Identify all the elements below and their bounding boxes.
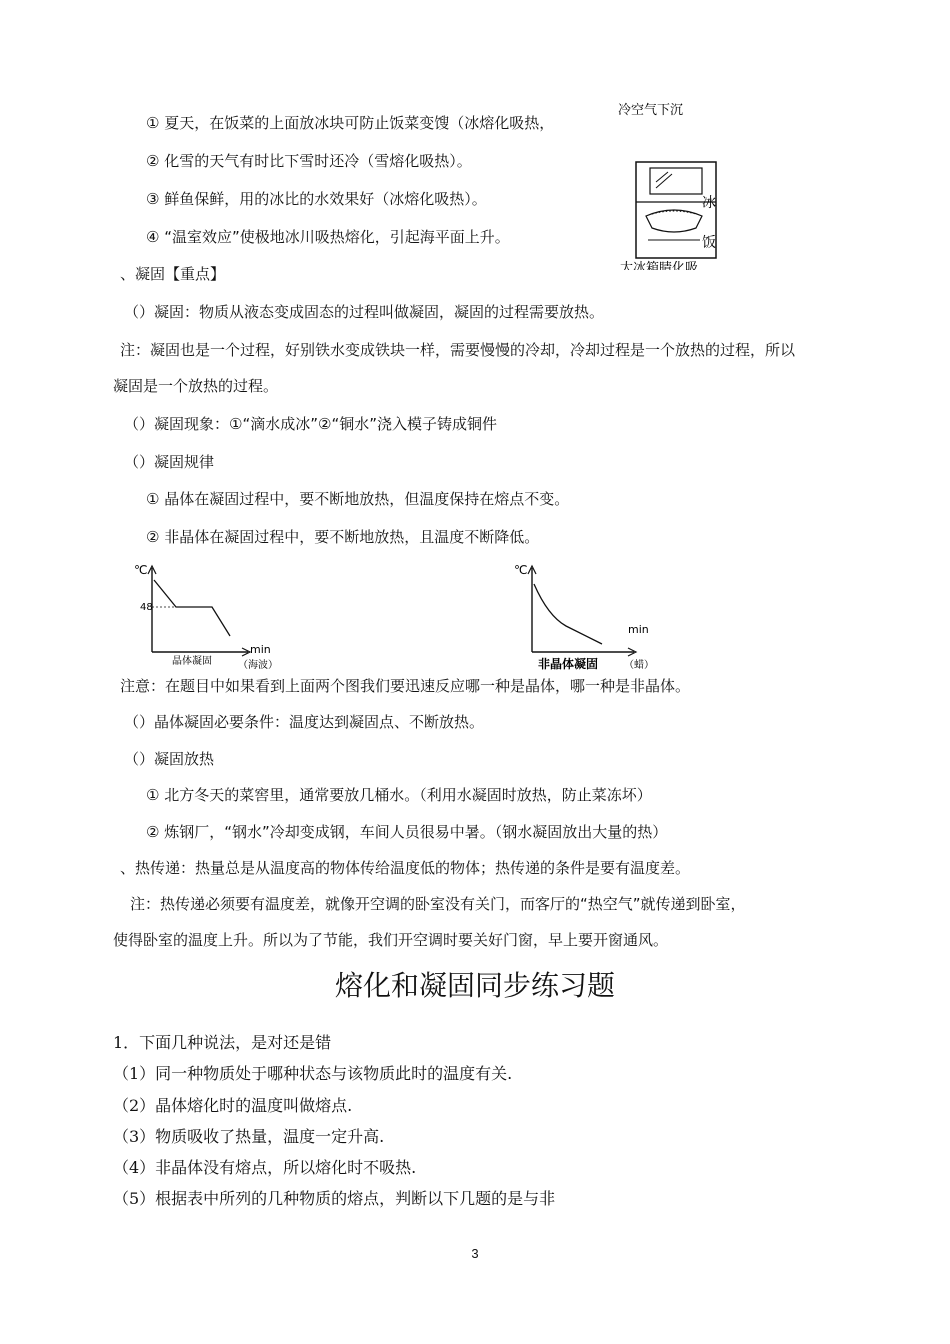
solidify-note-2: 凝固是一个放热的过程。 bbox=[113, 377, 279, 395]
fridge-caption-top: 冷空气下沉 bbox=[618, 103, 684, 118]
left-x-unit: min bbox=[250, 643, 271, 656]
question-item-2: （2）晶体熔化时的温度叫做熔点. bbox=[113, 1096, 353, 1115]
solidify-rule-1: ① 晶体在凝固过程中，要不断地放热，但温度保持在熔点不变。 bbox=[146, 490, 570, 508]
fridge-caption-bottom: 大冰箱睛化吸 bbox=[620, 261, 699, 270]
question-item-3: （3）物质吸收了热量，温度一定升高. bbox=[113, 1127, 385, 1146]
release-heading: （）凝固放热 bbox=[124, 750, 215, 768]
melt-example-1: ① 夏天，在饭菜的上面放冰块可防止饭菜变馊（冰熔化吸热， bbox=[146, 114, 555, 132]
melt-example-4: ④ “温室效应”使极地冰川吸热熔化，引起海平面上升。 bbox=[146, 228, 510, 246]
melt-example-2: ② 化雪的天气有时比下雪时还冷（雪熔化吸热）。 bbox=[146, 152, 472, 170]
heat-transfer-note-1: 注：热传递必须要有温度差，就像开空调的卧室没有关门，而客厅的“热空气”就传递到卧室， bbox=[130, 895, 746, 913]
right-x-unit: min bbox=[628, 623, 649, 636]
question-1: 1．下面几种说法，是对还是错 bbox=[113, 1033, 332, 1052]
question-item-1: （1）同一种物质处于哪种状态与该物质此时的温度有关. bbox=[113, 1064, 513, 1083]
left-curve bbox=[154, 580, 230, 636]
question-item-5: （5）根据表中所列的几种物质的熔点，判断以下几题的是与非 bbox=[113, 1189, 556, 1208]
fridge-figure bbox=[612, 100, 722, 270]
heat-transfer-note-2: 使得卧室的温度上升。所以为了节能，我们开空调时要关好门窗，早上要开窗通风。 bbox=[113, 931, 669, 949]
solidify-definition: （）凝固：物质从液态变成固态的过程叫做凝固，凝固的过程需要放热。 bbox=[124, 303, 605, 321]
melt-example-3: ③ 鲜鱼保鲜，用的冰比的水效果好（冰熔化吸热）。 bbox=[146, 190, 487, 208]
solidify-rules-heading: （）凝固规律 bbox=[124, 453, 215, 471]
label-rice: 饭 bbox=[702, 235, 716, 251]
solidify-phenomena: （）凝固现象：①“滴水成冰”②“铜水”浇入模子铸成铜件 bbox=[124, 415, 497, 433]
crystal-solidify-graph bbox=[130, 558, 290, 672]
amorphous-solidify-graph bbox=[510, 558, 670, 672]
release-example-1: ① 北方冬天的菜窖里，通常要放几桶水。（利用水凝固时放热，防止菜冻坏） bbox=[146, 786, 652, 804]
right-y-unit: ℃ bbox=[514, 563, 528, 577]
solidify-rule-2: ② 非晶体在凝固过程中，要不断地放热，且温度不断降低。 bbox=[146, 528, 540, 546]
right-sub: （蜡） bbox=[624, 660, 654, 671]
right-caption: 非晶体凝固 bbox=[538, 657, 599, 671]
release-example-2: ② 炼钢厂，“钢水”冷却变成钢，车间人员很易中暑。（钢水凝固放出大量的热） bbox=[146, 823, 668, 841]
fridge-figure-drawing bbox=[612, 100, 722, 270]
right-curve bbox=[534, 584, 602, 644]
exercise-title: 熔化和凝固同步练习题 bbox=[334, 969, 615, 1002]
crystal-conditions: （）晶体凝固必要条件：温度达到凝固点、不断放热。 bbox=[124, 713, 485, 731]
left-caption: 晶体凝固 bbox=[172, 656, 212, 667]
solidify-note-1: 注：凝固也是一个过程，好别铁水变成铁块一样，需要慢慢的冷却，冷却过程是一个放热的过程，所以 bbox=[120, 341, 796, 359]
solidify-heading: 、凝固【重点】 bbox=[120, 265, 226, 283]
left-sub: （海波） bbox=[238, 660, 278, 671]
label-ice: 冰 bbox=[702, 195, 716, 211]
heat-transfer-line: 、热传递：热量总是从温度高的物体传给温度低的物体；热传递的条件是要有温度差。 bbox=[120, 859, 691, 877]
question-item-4: （4）非晶体没有熔点，所以熔化时不吸热. bbox=[113, 1158, 417, 1177]
left-y-unit: ℃ bbox=[134, 563, 148, 577]
page-number: 3 bbox=[471, 1246, 479, 1261]
graphs-note: 注意：在题目中如果看到上面两个图我们要迅速反应哪一种是晶体，哪一种是非晶体。 bbox=[120, 677, 691, 695]
left-tick-label: 48 bbox=[140, 602, 153, 613]
